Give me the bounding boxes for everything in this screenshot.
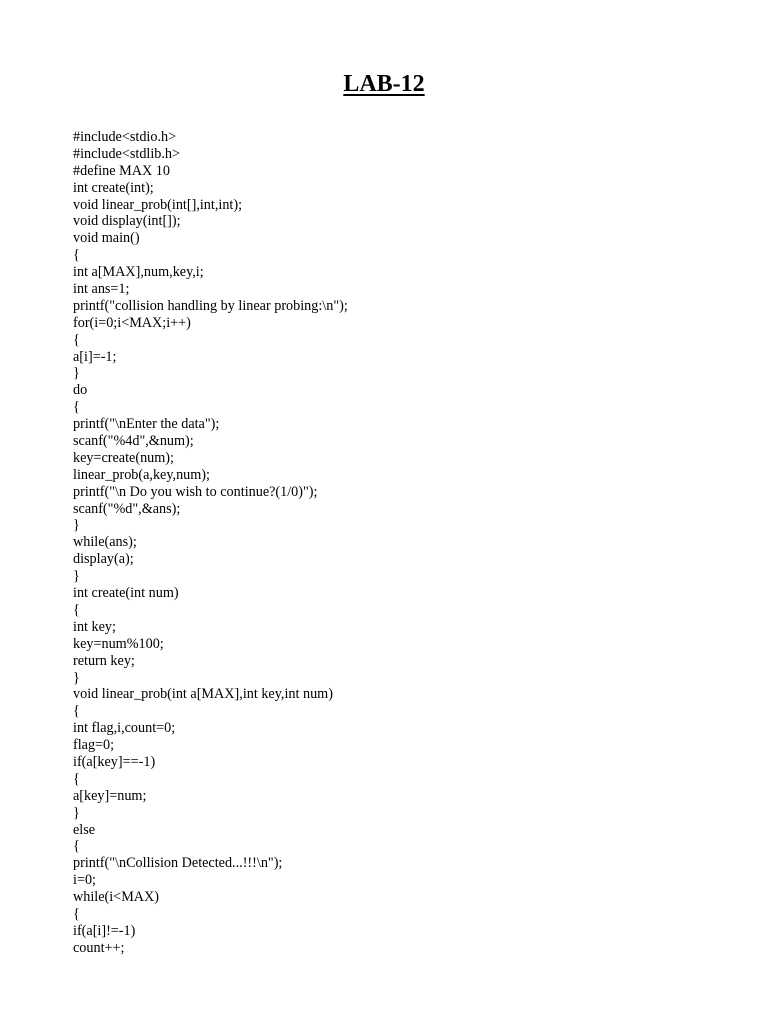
code-line: printf("\n Do you wish to continue?(1/0)"); bbox=[73, 483, 318, 500]
code-line: key=create(num); bbox=[73, 449, 174, 466]
code-line: display(a); bbox=[73, 551, 134, 568]
code-line: void main() bbox=[73, 230, 140, 247]
code-line: key=num%100; bbox=[73, 635, 164, 652]
code-line: } bbox=[73, 669, 80, 686]
code-line: } bbox=[73, 568, 80, 585]
code-line: if(a[key]==-1) bbox=[73, 753, 156, 770]
code-line: else bbox=[73, 821, 96, 838]
code-line: a[key]=num; bbox=[73, 787, 147, 804]
code-line: printf("\nCollision Detected...!!!\n"); bbox=[73, 855, 283, 872]
code-line: int ans=1; bbox=[73, 281, 130, 298]
code-line: } bbox=[73, 517, 80, 534]
code-line: while(ans); bbox=[73, 534, 137, 551]
code-line: } bbox=[73, 365, 80, 382]
code-line: flag=0; bbox=[73, 737, 115, 754]
code-line: scanf("%d",&ans); bbox=[73, 500, 181, 517]
code-line: { bbox=[73, 331, 80, 348]
code-line: while(i<MAX) bbox=[73, 889, 160, 906]
code-line: { bbox=[73, 770, 80, 787]
code-line: void linear_prob(int a[MAX],int key,int num) bbox=[73, 686, 333, 703]
code-line: count++; bbox=[73, 939, 125, 956]
code-line: int create(int num) bbox=[73, 585, 179, 602]
code-line: printf("collision handling by linear probing:\n"); bbox=[73, 297, 348, 314]
code-line: { bbox=[73, 838, 80, 855]
code-line: { bbox=[73, 601, 80, 618]
code-line: if(a[i]!=-1) bbox=[73, 922, 136, 939]
code-line: scanf("%4d",&num); bbox=[73, 433, 194, 450]
code-line: { bbox=[73, 905, 80, 922]
code-line: i=0; bbox=[73, 872, 96, 889]
code-line: { bbox=[73, 247, 80, 264]
code-line: for(i=0;i<MAX;i++) bbox=[73, 314, 191, 331]
code-line: void display(int[]); bbox=[73, 213, 181, 230]
code-line: int key; bbox=[73, 618, 116, 635]
code-line: do bbox=[73, 382, 88, 399]
code-line: { bbox=[73, 703, 80, 720]
code-listing bbox=[73, 129, 733, 957]
page-title: LAB-12 bbox=[343, 71, 425, 97]
code-line: } bbox=[73, 804, 80, 821]
code-line: void linear_prob(int[],int,int); bbox=[73, 196, 243, 213]
code-line: int flag,i,count=0; bbox=[73, 720, 176, 737]
code-line: { bbox=[73, 399, 80, 416]
code-line: #define MAX 10 bbox=[73, 162, 170, 179]
code-line: linear_prob(a,key,num); bbox=[73, 466, 210, 483]
code-line: printf("\nEnter the data"); bbox=[73, 416, 220, 433]
code-line: return key; bbox=[73, 652, 135, 669]
code-line: int a[MAX],num,key,i; bbox=[73, 264, 204, 281]
code-line: a[i]=-1; bbox=[73, 348, 117, 365]
code-line: #include<stdlib.h> bbox=[73, 145, 181, 162]
code-line: int create(int); bbox=[73, 179, 154, 196]
code-line: #include<stdio.h> bbox=[73, 129, 177, 145]
